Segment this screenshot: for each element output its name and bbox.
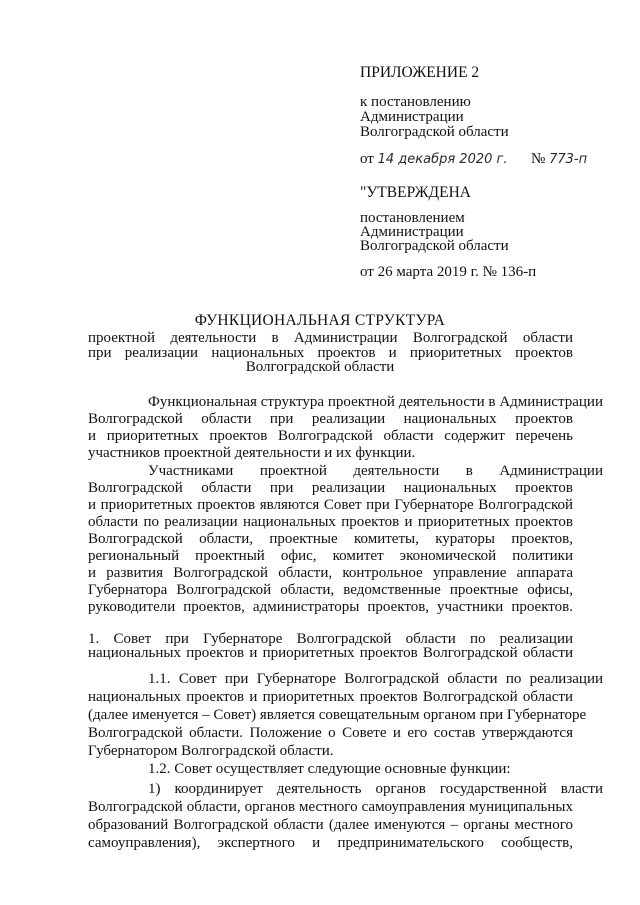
to-resolution-line: Администрации [360, 109, 464, 125]
approval-line: Волгоградской области [360, 238, 509, 254]
paragraph-line: самоуправления), экспертного и предпринимательского сообществ, [88, 835, 573, 851]
from-prefix: от [360, 151, 374, 167]
paragraph-line: и развития Волгоградской области, контрольное управление аппарата [88, 565, 573, 581]
document-subtitle-line: проектной деятельности в Администрации Волгоградской области [88, 330, 573, 346]
approval-line: Администрации [360, 224, 464, 240]
handwritten-number: 773-п [549, 152, 588, 167]
paragraph-line: Губернатором Волгоградской области. [88, 743, 334, 759]
paragraph-line: Волгоградской области при реализации национальных проектов [88, 411, 573, 427]
paragraph-line: национальных проектов и приоритетных проектов Волгоградской области [88, 689, 573, 705]
paragraph-line: Волгоградской области. Положение о Совете и его состав утверждаются [88, 725, 573, 741]
handwritten-date: 14 декабря 2020 г. [377, 152, 508, 167]
section-heading-line: 1. Совет при Губернаторе Волгоградской области по реализации [88, 631, 573, 647]
paragraph-line: Функциональная структура проектной деятельности в Администрации [148, 394, 603, 410]
paragraph-line: участников проектной деятельности и их функции. [88, 445, 416, 461]
appendix-label: ПРИЛОЖЕНИЕ 2 [360, 64, 480, 81]
paragraph-line: руководители проектов, администраторы проектов, участники проектов. [88, 599, 573, 615]
paragraph-line: Участниками проектной деятельности в Администрации [148, 463, 603, 479]
paragraph-line: образований Волгоградской области (далее именуются – органы местного [88, 817, 573, 833]
section-heading-line: национальных проектов и приоритетных проектов Волгоградской области [88, 645, 573, 661]
paragraph-line: (далее именуется – Совет) является совещательным органом при Губернаторе [88, 707, 587, 723]
paragraph-line: 1.2. Совет осуществляет следующие основные функции: [148, 761, 511, 777]
paragraph-line: Волгоградской области, проектные комитеты, кураторы проектов, [88, 531, 573, 547]
number-prefix: № [531, 151, 546, 167]
paragraph-line: Губернатора Волгоградской области, ведомственные проектные офисы, [88, 582, 573, 598]
approval-title: "УТВЕРЖДЕНА [360, 184, 471, 201]
paragraph-line: области по реализации национальных проектов и приоритетных проектов [88, 514, 573, 530]
document-subtitle-line: при реализации национальных проектов и приоритетных проектов [88, 345, 573, 361]
paragraph-line: региональный проектный офис, комитет экономической политики [88, 548, 573, 564]
approval-date-line: от 26 марта 2019 г. № 136-п [360, 264, 537, 280]
to-resolution-line: Волгоградской области [360, 124, 509, 140]
paragraph-line: и приоритетных проектов Волгоградской области содержит перечень [88, 428, 573, 444]
document-title: ФУНКЦИОНАЛЬНАЯ СТРУКТУРА [194, 312, 446, 329]
paragraph-line: 1.1. Совет при Губернаторе Волгоградской области по реализации [148, 671, 603, 687]
paragraph-line: Волгоградской области, органов местного самоуправления муниципальных [88, 799, 573, 815]
paragraph-line: Волгоградской области при реализации национальных проектов [88, 480, 573, 496]
approval-line: постановлением [360, 210, 465, 226]
document-subtitle-line: Волгоградской области [245, 359, 395, 375]
paragraph-line: и приоритетных проектов являются Совет при Губернаторе Волгоградской [88, 497, 573, 513]
to-resolution-line: к постановлению [360, 94, 471, 110]
paragraph-line: 1) координирует деятельность органов государственной власти [148, 781, 603, 797]
resolution-date-line [360, 151, 587, 168]
